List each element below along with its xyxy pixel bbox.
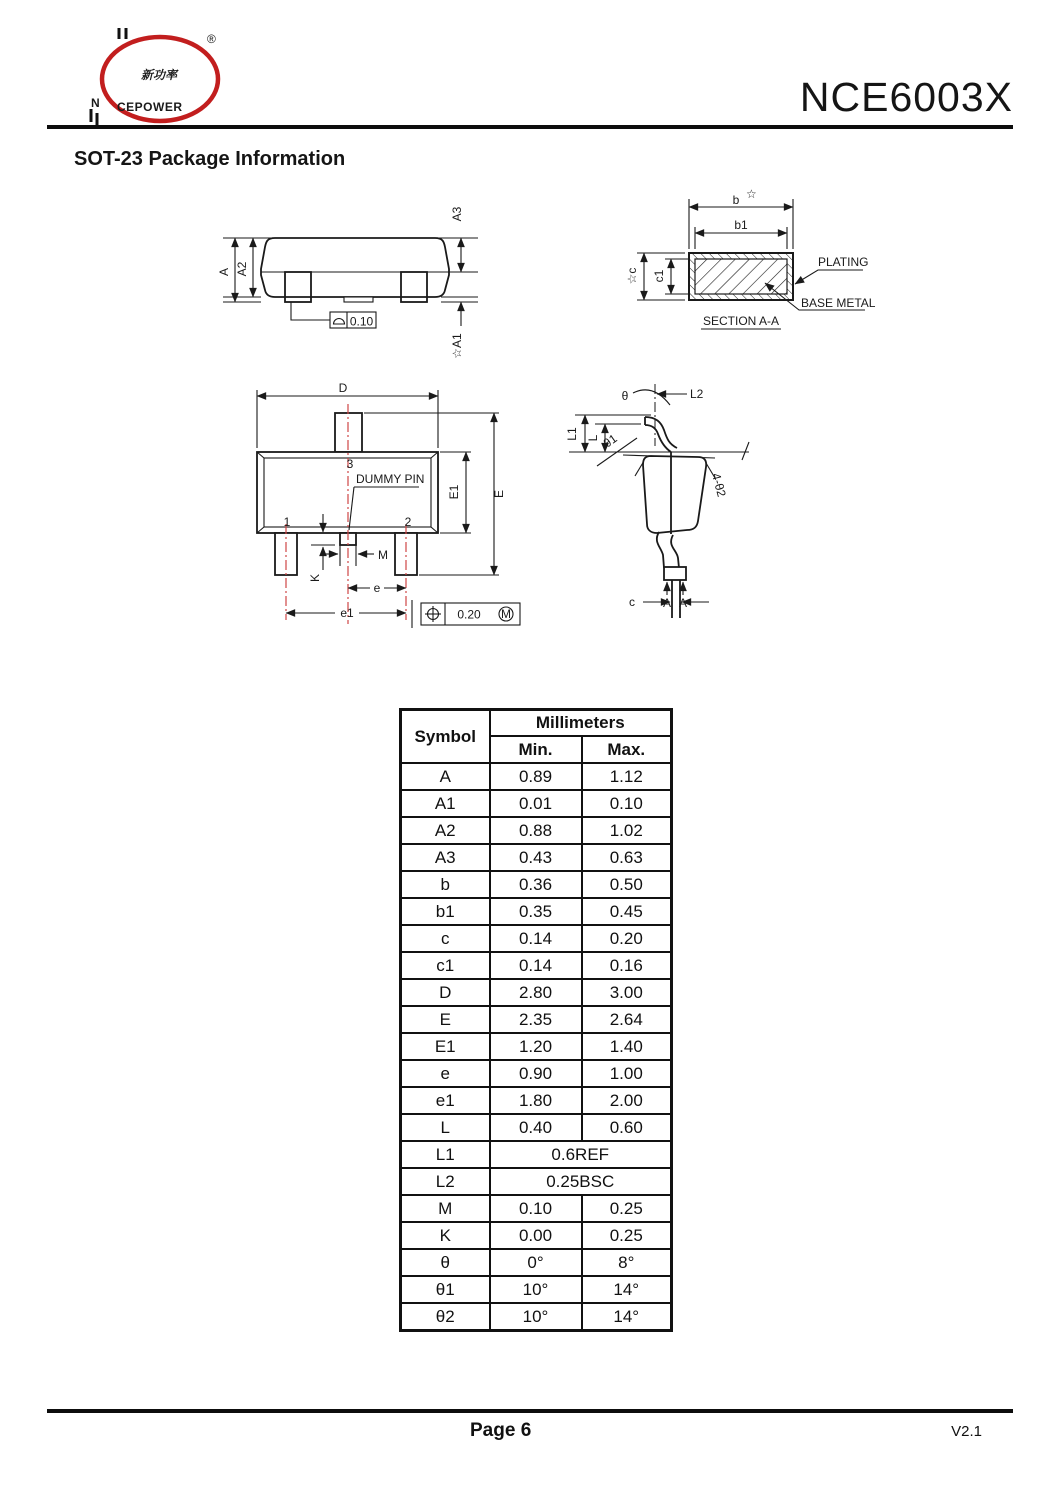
max-header: Max.: [582, 736, 672, 763]
max-cell: 1.12: [582, 763, 672, 790]
symbol-cell: E: [401, 1006, 490, 1033]
logo-n-mark: N: [91, 96, 100, 110]
max-cell: 14°: [582, 1276, 672, 1303]
symbol-cell: K: [401, 1222, 490, 1249]
min-cell: 0.14: [490, 952, 582, 979]
max-cell: 8°: [582, 1249, 672, 1276]
max-cell: 0.20: [582, 925, 672, 952]
table-row: [401, 817, 672, 844]
side-view-drawing: [213, 186, 488, 361]
table-row: [401, 1141, 672, 1168]
logo-latin-text: CEPOWER: [117, 100, 183, 114]
symbol-cell: L2: [401, 1168, 490, 1195]
table-row: [401, 1276, 672, 1303]
symbol-cell: A3: [401, 844, 490, 871]
min-cell: 2.80: [490, 979, 582, 1006]
table-row: [401, 952, 672, 979]
min-cell: 0.88: [490, 817, 582, 844]
min-cell: 0.00: [490, 1222, 582, 1249]
dim-label-L: L: [586, 434, 600, 442]
angle-label-theta: θ: [621, 389, 629, 403]
table-row: [401, 1303, 672, 1331]
dim-label-L1: L1: [565, 427, 579, 441]
max-cell: 0.25: [582, 1195, 672, 1222]
document-version: V2.1: [951, 1423, 982, 1440]
pin1-label: 1: [283, 515, 291, 529]
dim-label-A3: A3: [450, 206, 464, 222]
symbol-cell: D: [401, 979, 490, 1006]
section-cut-label-a: A: [678, 596, 688, 610]
plating-label: PLATING: [818, 255, 869, 269]
table-row: [401, 1249, 672, 1276]
max-cell: 0.25: [582, 1222, 672, 1249]
symbol-cell: A: [401, 763, 490, 790]
symbol-cell: e1: [401, 1087, 490, 1114]
max-cell: 0.45: [582, 898, 672, 925]
dim-label-A: A: [217, 267, 231, 277]
min-cell: 0.89: [490, 763, 582, 790]
min-cell: 10°: [490, 1303, 582, 1331]
symbol-cell: θ2: [401, 1303, 490, 1331]
unit-header: Millimeters: [490, 710, 672, 737]
dim-label-b1: b1: [734, 218, 748, 232]
dim-label-e: e: [373, 581, 381, 595]
min-cell: 0.01: [490, 790, 582, 817]
symbol-cell: e: [401, 1060, 490, 1087]
min-cell: 0.10: [490, 1195, 582, 1222]
dim-label-E1: E1: [447, 484, 461, 500]
symbol-header: Symbol: [401, 710, 490, 764]
min-cell: 0.90: [490, 1060, 582, 1087]
part-number: NCE6003X: [799, 74, 1013, 120]
symbol-cell: A1: [401, 790, 490, 817]
table-row: [401, 1033, 672, 1060]
dim-label-L2: L2: [690, 387, 704, 401]
max-cell: 3.00: [582, 979, 672, 1006]
table-row: [401, 898, 672, 925]
dim-label-K: K: [308, 573, 322, 583]
dim-label-M: M: [378, 548, 388, 562]
pin2-label: 2: [404, 515, 412, 529]
min-cell: 0°: [490, 1249, 582, 1276]
registered-trademark-icon: ®: [207, 32, 216, 46]
lead-profile-drawing: [563, 378, 773, 623]
max-cell: 14°: [582, 1303, 672, 1331]
dim-label-A2: A2: [235, 261, 249, 277]
dim-label-e1: e1: [340, 606, 354, 620]
symbol-cell: E1: [401, 1033, 490, 1060]
symbol-cell: c1: [401, 952, 490, 979]
max-cell: 0.50: [582, 871, 672, 898]
min-cell: 1.80: [490, 1087, 582, 1114]
base-metal-label: BASE METAL: [801, 296, 876, 310]
span-cell: 0.6REF: [490, 1141, 672, 1168]
min-cell: 0.14: [490, 925, 582, 952]
table-row: [401, 1114, 672, 1141]
table-row: [401, 1195, 672, 1222]
min-cell: 0.36: [490, 871, 582, 898]
table-row: [401, 763, 672, 790]
min-cell: 0.35: [490, 898, 582, 925]
page-title: SOT-23 Package Information: [74, 148, 346, 170]
page-number: Page 6: [470, 1420, 532, 1441]
max-cell: 2.64: [582, 1006, 672, 1033]
symbol-cell: θ1: [401, 1276, 490, 1303]
max-cell: 1.00: [582, 1060, 672, 1087]
table-row: [401, 925, 672, 952]
dim-label-A1: ☆A1: [450, 333, 464, 359]
angle-label-theta1: θ1: [600, 431, 620, 451]
max-cell: 1.40: [582, 1033, 672, 1060]
table-row: [401, 1006, 672, 1033]
table-row: [401, 979, 672, 1006]
flatness-value: 0.10: [349, 314, 374, 329]
symbol-cell: b: [401, 871, 490, 898]
table-row: [401, 790, 672, 817]
max-cell: 0.10: [582, 790, 672, 817]
dummy-pin-label: DUMMY PIN: [356, 472, 425, 486]
table-row: [401, 1087, 672, 1114]
min-cell: 2.35: [490, 1006, 582, 1033]
pin3-label: 3: [346, 457, 354, 471]
span-cell: 0.25BSC: [490, 1168, 672, 1195]
dimension-table: [399, 708, 673, 1332]
symbol-cell: b1: [401, 898, 490, 925]
min-cell: 0.43: [490, 844, 582, 871]
footer-rule: [47, 1409, 1013, 1413]
symbol-cell: M: [401, 1195, 490, 1222]
dim-label-b: b: [732, 193, 740, 207]
dim-label-D: D: [338, 381, 348, 395]
symbol-cell: L1: [401, 1141, 490, 1168]
max-cell: 2.00: [582, 1087, 672, 1114]
dim-label-c: ☆c: [625, 267, 639, 285]
logo-chinese-text: 新功率: [141, 68, 178, 82]
position-tolerance: 0.20: [457, 607, 481, 622]
dim-label-c1: c1: [652, 269, 666, 283]
max-cell: 1.02: [582, 817, 672, 844]
dim-label-c-lead: c: [629, 595, 635, 609]
table-row: [401, 1168, 672, 1195]
top-view-drawing: [223, 378, 528, 633]
symbol-cell: A2: [401, 817, 490, 844]
mmc-modifier-letter: M: [501, 607, 511, 621]
header-rule: [47, 125, 1013, 129]
section-cut-label-a: A: [662, 596, 672, 610]
max-cell: 0.63: [582, 844, 672, 871]
angle-label-theta2: 4-θ2: [708, 471, 729, 499]
max-cell: 0.16: [582, 952, 672, 979]
table-header-row: [401, 710, 672, 737]
table-row: [401, 871, 672, 898]
symbol-cell: L: [401, 1114, 490, 1141]
table-row: [401, 844, 672, 871]
section-caption: SECTION A-A: [702, 314, 780, 328]
company-logo: [83, 23, 233, 135]
min-header: Min.: [490, 736, 582, 763]
max-cell: 0.60: [582, 1114, 672, 1141]
min-cell: 10°: [490, 1276, 582, 1303]
table-row: [401, 1222, 672, 1249]
symbol-cell: θ: [401, 1249, 490, 1276]
section-aa-drawing: [613, 183, 913, 338]
star-mark: ☆: [746, 187, 757, 201]
symbol-cell: c: [401, 925, 490, 952]
dim-label-E: E: [492, 489, 506, 499]
table-row: [401, 1060, 672, 1087]
min-cell: 1.20: [490, 1033, 582, 1060]
min-cell: 0.40: [490, 1114, 582, 1141]
